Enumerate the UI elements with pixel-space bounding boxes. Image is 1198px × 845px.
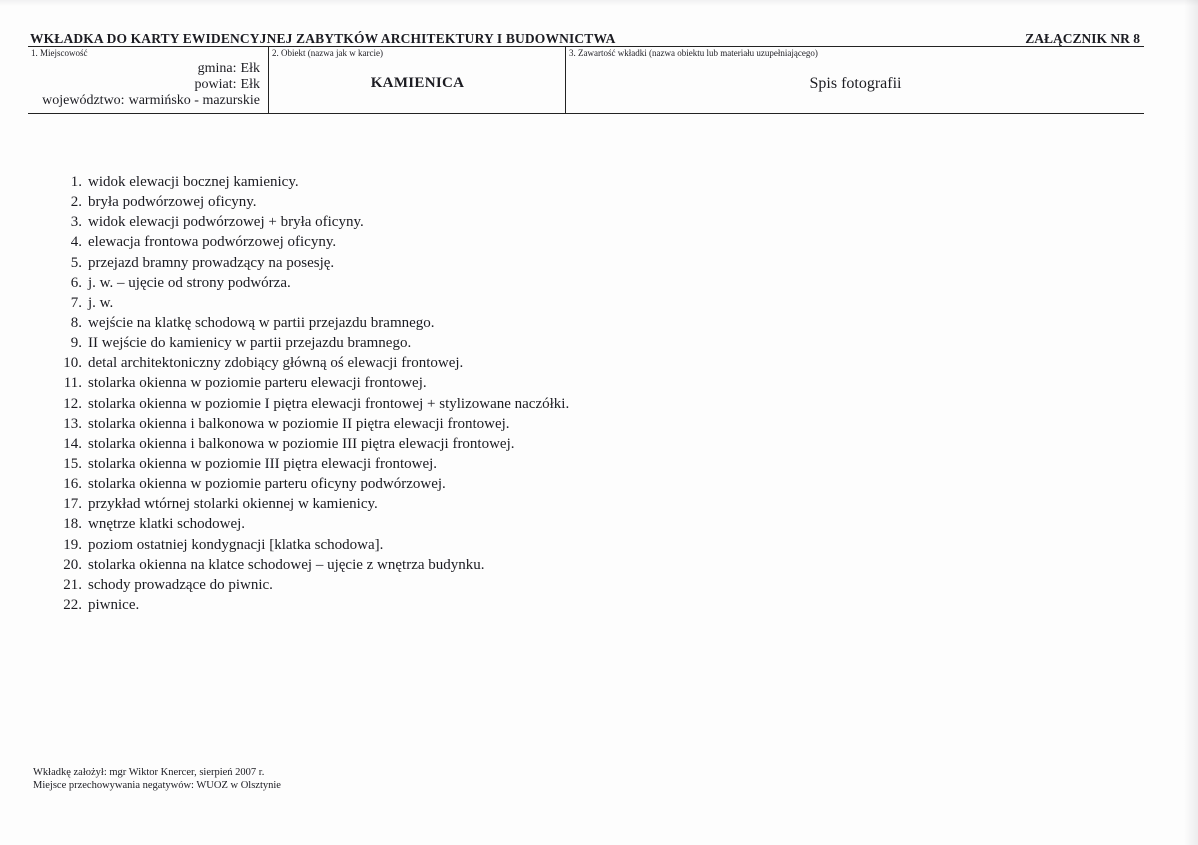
object-value: KAMIENICA: [370, 75, 465, 91]
contents-cell: [565, 47, 1145, 113]
storage-note: Miejsce przechowywania negatywów: WUOZ w Olsztynie: [33, 780, 281, 791]
list-item-number: 19.: [63, 536, 82, 553]
list-item-text: stolarka okienna na klatce schodowej – ujęcie z wnętrza budynku.: [88, 556, 485, 573]
list-item: [50, 474, 569, 494]
scan-shade-top: [0, 0, 1198, 6]
list-item-text: poziom ostatniej kondygnacji [klatka schodowa].: [88, 536, 384, 553]
gmina-line: [42, 61, 260, 77]
object-label: 2. Obiekt (nazwa jak w karcie): [272, 48, 383, 58]
list-item-text: wejście na klatkę schodową w partii przejazdu bramnego.: [88, 314, 435, 331]
list-item-text: schody prowadzące do piwnic.: [88, 576, 273, 593]
wojewodztwo-value: warmińsko - mazurskie: [128, 93, 260, 108]
list-item: [50, 595, 569, 615]
list-item-text: piwnice.: [88, 596, 140, 613]
location-values: [42, 61, 260, 109]
list-item-number: 13.: [63, 415, 82, 432]
list-item: [50, 172, 569, 192]
gmina-label: gmina:: [197, 61, 237, 76]
list-item: [50, 514, 569, 534]
list-item-number: 22.: [63, 596, 82, 613]
list-item: [50, 273, 569, 293]
author-note: Wkładkę założył: mgr Wiktor Knercer, sierpień 2007 r.: [33, 767, 265, 778]
list-item-text: stolarka okienna w poziomie III piętra elewacji frontowej.: [88, 455, 438, 472]
list-item-text: przykład wtórnej stolarki okiennej w kamienicy.: [88, 496, 378, 513]
list-item: [50, 192, 569, 212]
list-item: [50, 212, 569, 232]
list-item-text: detal architektoniczny zdobiący główną oś elewacji frontowej.: [88, 355, 464, 372]
list-item-number: 8.: [70, 314, 82, 331]
powiat-line: [42, 77, 260, 93]
list-item-number: 6.: [70, 274, 82, 291]
list-item-number: 18.: [63, 516, 82, 533]
list-item-number: 10.: [63, 355, 82, 372]
list-item: [50, 454, 569, 474]
list-item-text: II wejście do kamienicy w partii przejazdu bramnego.: [88, 335, 412, 352]
powiat-value: Ełk: [240, 77, 260, 92]
powiat-label: powiat:: [194, 77, 237, 92]
wojewodztwo-line: [42, 93, 260, 109]
list-item: [50, 313, 569, 333]
list-item-number: 2.: [70, 194, 82, 211]
list-item-text: stolarka okienna w poziomie parteru oficyny podwórzowej.: [88, 476, 446, 493]
list-item: [50, 333, 569, 353]
list-item: [50, 555, 569, 575]
list-item-number: 14.: [63, 435, 82, 452]
metadata-table: [28, 47, 1144, 114]
list-item-number: 16.: [63, 476, 82, 493]
list-item-number: 21.: [63, 576, 82, 593]
wojewodztwo-label: województwo:: [42, 93, 125, 108]
list-item-text: stolarka okienna i balkonowa w poziomie III piętra elewacji frontowej.: [88, 435, 515, 452]
list-item-number: 15.: [63, 455, 82, 472]
list-item-number: 9.: [70, 335, 82, 352]
location-cell: [28, 47, 268, 113]
list-item-text: stolarka okienna w poziomie I piętra elewacji frontowej + stylizowane naczółki.: [88, 395, 570, 412]
list-item: [50, 232, 569, 252]
annex-number: ZAŁĄCZNIK NR 8: [1025, 31, 1140, 46]
list-item-number: 7.: [70, 294, 82, 311]
list-item: [50, 535, 569, 555]
list-item-text: przejazd bramny prowadzący na posesję.: [88, 254, 335, 271]
list-item-text: elewacja frontowa podwórzowej oficyny.: [88, 234, 337, 251]
list-item-number: 4.: [70, 234, 82, 251]
list-item: [50, 494, 569, 514]
photo-list: [50, 172, 569, 615]
list-item-text: j. w.: [88, 294, 114, 311]
document-title: WKŁADKA DO KARTY EWIDENCYJNEJ ZABYTKÓW ARCHITEKTURY I BUDOWNICTWA: [30, 31, 616, 46]
list-item: [50, 293, 569, 313]
list-item: [50, 434, 569, 454]
list-item: [50, 253, 569, 273]
list-item-number: 1.: [70, 174, 82, 190]
scan-shade-edge: [1184, 0, 1198, 845]
location-label: 1. Miejscowość: [31, 48, 88, 58]
list-item-text: wnętrze klatki schodowej.: [88, 516, 246, 533]
contents-value: Spis fotografii: [809, 75, 902, 92]
list-item-text: stolarka okienna w poziomie parteru elewacji frontowej.: [88, 375, 427, 392]
list-item: [50, 373, 569, 393]
object-cell: [268, 47, 566, 113]
gmina-value: Ełk: [240, 61, 260, 76]
list-item-number: 3.: [70, 214, 82, 231]
list-item-text: stolarka okienna i balkonowa w poziomie II piętra elewacji frontowej.: [88, 415, 510, 432]
list-item-text: bryła podwórzowej oficyny.: [88, 194, 257, 211]
list-item: [50, 575, 569, 595]
list-item: [50, 414, 569, 434]
list-item-number: 12.: [63, 395, 82, 412]
list-item-number: 5.: [70, 254, 82, 271]
list-item-number: 17.: [63, 496, 82, 513]
list-item: [50, 394, 569, 414]
list-item-text: j. w. – ujęcie od strony podwórza.: [88, 274, 291, 291]
list-item-text: widok elewacji bocznej kamienicy.: [88, 174, 299, 190]
list-item-text: widok elewacji podwórzowej + bryła oficyny.: [88, 214, 364, 231]
list-item-number: 20.: [63, 556, 82, 573]
footer-notes: [33, 766, 281, 792]
list-item-number: 11.: [63, 375, 82, 392]
list-item: [50, 353, 569, 373]
contents-label: 3. Zawartość wkładki (nazwa obiektu lub materiału uzupełniającego): [569, 48, 818, 58]
